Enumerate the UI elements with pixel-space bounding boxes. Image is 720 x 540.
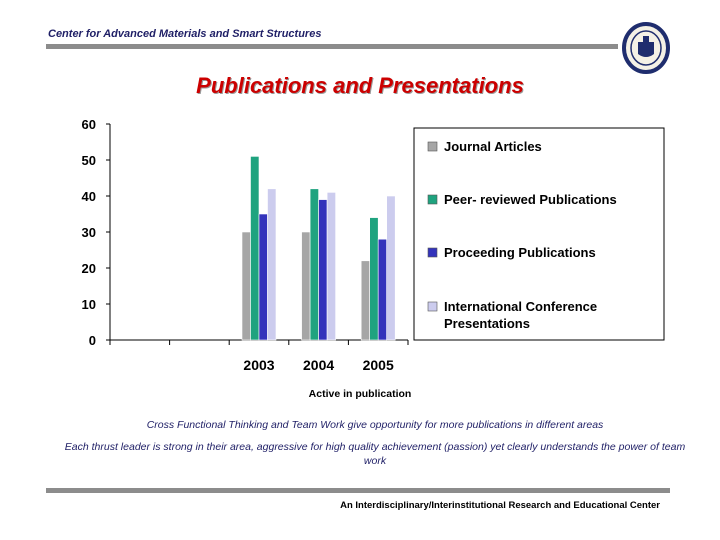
bar [378,239,387,340]
bar [302,232,311,340]
bar [370,218,379,340]
bar [387,196,396,340]
bar [242,232,251,340]
y-tick-label: 60 [81,117,96,132]
legend-swatch [428,195,437,204]
legend-label: Proceeding Publications [444,245,596,260]
bottom-divider [46,488,670,493]
legend-label: International Conference [444,299,598,314]
y-tick-label: 20 [81,261,96,276]
bar [361,261,370,340]
chart-caption: Active in publication [308,388,412,400]
footer-text: An Interdisciplinary/Interinstitutional Research and Educational Center [340,500,660,511]
bar [268,189,277,340]
legend-label: Peer- reviewed Publications [444,192,617,207]
bar [259,214,268,340]
slide-title: Publications and Presentations [196,73,524,98]
y-tick-label: 30 [81,225,96,240]
org-name: Center for Advanced Materials and Smart Structures [48,28,322,40]
y-tick-label: 0 [88,333,96,348]
legend-swatch [428,248,437,257]
bar [319,200,328,340]
note-line: Each thrust leader is strong in their area, aggressive for high quality achievement (passion) yet clearly understands the power of team work [64,441,686,467]
x-tick-label: 2004 [303,357,335,373]
y-tick-label: 10 [81,297,96,312]
legend-swatch [428,142,437,151]
bar [251,156,260,340]
y-tick-label: 40 [81,189,96,204]
legend-label: Journal Articles [444,139,542,154]
legend-label: Presentations [444,316,530,331]
x-tick-label: 2005 [362,357,394,373]
bar [310,189,319,340]
bar [327,192,336,340]
y-tick-label: 50 [81,153,96,168]
note-line: Cross Functional Thinking and Team Work give opportunity for more publications in different areas [146,419,604,431]
x-tick-label: 2003 [243,357,275,373]
legend-swatch [428,302,437,311]
